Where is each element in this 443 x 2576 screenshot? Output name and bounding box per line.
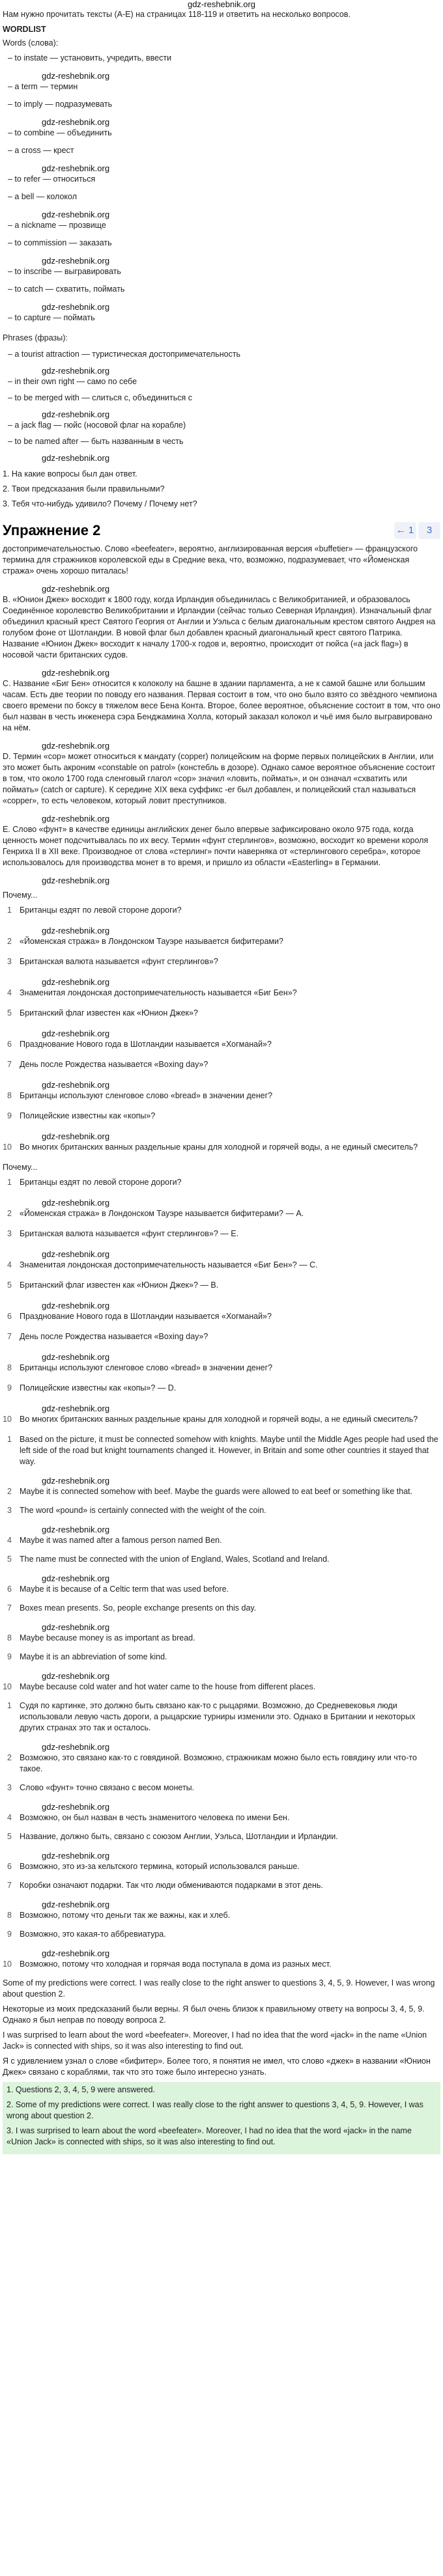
list-item: – to commission — заказать xyxy=(8,238,112,247)
item-number: 9 xyxy=(7,1652,12,1661)
watermark: gdz-reshebnik.org xyxy=(42,876,110,885)
watermark: gdz-reshebnik.org xyxy=(42,1900,110,1909)
watermark: gdz-reshebnik.org xyxy=(42,366,110,376)
text-paragraph: B. «Юнион Джек» восходит к 1800 году, когда Ирландия объединилась с Великобританией, и образовалось Соединённое королевство Великобритании и Ирландии (сейчас только Северная Ирландия). Изначальный флаг объединил красный крест Святого Георгия от Англии и Уэльса с белым диагональным крестом святого Андрея на голубом фоне от Шотландии. В новой флаг был добавлен красный диагональный крест святого Патрика. Название «Юнион Джек» восходит к началу 1700-х годов и, вероятно, происходит от гюйса («a jack flag») в носовой части британских судов. xyxy=(3,595,436,659)
text-paragraph: C. Название «Биг Бен» относится к колоколу на башне в здании парламента, а не к самой башне или большим часам. Есть две теории по поводу его названия. Первая состоит в том, что оно было взято со звёздного чемпиона своего времени по боксу в тяжелом весе Бена Конта. Второе, более вероятное, объяснение состоит в том, что оно был назван в честь инженера сэра Бенджамина Холла, который заказал колокол и чьё имя было выгравировано на нём. xyxy=(3,679,440,732)
watermark: gdz-reshebnik.org xyxy=(42,977,110,987)
question-intro xyxy=(3,469,440,510)
watermark: gdz-reshebnik.org xyxy=(42,1622,110,1632)
top-watermark: gdz-reshebnik.org xyxy=(187,0,256,9)
item-text: Возможно, это связано как-то с говядиной. Возможно, стражникам можно было есть говядину или что-то такое. xyxy=(20,1753,417,1773)
item-number: 10 xyxy=(3,1960,12,1969)
item-text: Maybe because cold water and hot water came to the house from different places. xyxy=(20,1682,316,1691)
item-number: 10 xyxy=(3,1415,12,1424)
watermark: gdz-reshebnik.org xyxy=(42,1476,110,1486)
item-number: 9 xyxy=(7,1930,12,1939)
list-item xyxy=(3,1812,440,1823)
watermark: gdz-reshebnik.org xyxy=(42,741,110,751)
list-item: – to refer — относиться xyxy=(8,174,96,184)
list-item: – to be named after — быть названным в честь xyxy=(8,437,184,446)
item-number: 3 xyxy=(7,1506,12,1515)
conclusion-text: Некоторые из моих предсказаний были верны. Я был очень близок к правильному ответу на вопросы 3, 4, 5, 9. Однако я был неправ по поводу вопроса 2. xyxy=(3,2004,425,2025)
list-item xyxy=(3,1752,440,1775)
list-item xyxy=(3,1311,440,1322)
item-number: 4 xyxy=(7,1813,12,1822)
conclusion-text: Some of my predictions were correct. I was really close to the right answer to questions 3, 4, 5, 9. However, I was wrong about question 2. xyxy=(3,1978,435,1999)
item-number: 5 xyxy=(7,1555,12,1564)
texts xyxy=(3,544,440,886)
item-text: Maybe it was named after a famous person named Ben. xyxy=(20,1536,222,1545)
section-header xyxy=(3,521,440,540)
list-item: 3. Тебя что-нибудь удивило? Почему / Почему нет? xyxy=(3,499,197,508)
item-text: Возможно, это из-за кельтского термина, который использовался раньше. xyxy=(20,1862,300,1871)
item-number: 3 xyxy=(7,1229,12,1238)
list-item xyxy=(3,1505,440,1516)
item-number: 3 xyxy=(7,1783,12,1792)
item-number: 6 xyxy=(7,1585,12,1594)
item-number: 5 xyxy=(7,1832,12,1841)
item-text: Британский флаг известен как «Юнион Джек»? — B. xyxy=(20,1281,219,1290)
list-item xyxy=(3,905,440,916)
why-label: Почему... xyxy=(3,891,38,900)
list-item xyxy=(3,1383,440,1394)
list-item xyxy=(3,1177,440,1188)
list-item xyxy=(3,1700,440,1734)
item-number: 6 xyxy=(7,1862,12,1871)
intro-text: Нам нужно прочитать тексты (A-E) на страницах 118-119 и ответить на несколько вопросов. xyxy=(3,10,350,19)
list-item xyxy=(3,1633,440,1644)
item-text: Празднование Нового года в Шотландии называется «Хогманай»? xyxy=(20,1312,272,1321)
item-number: 9 xyxy=(7,1383,12,1392)
list-item xyxy=(3,988,440,999)
item-text: Знаменитая лондонская достопримечательность называется «Биг Бен»? — C. xyxy=(20,1260,318,1269)
list-item xyxy=(3,1831,440,1842)
list-item xyxy=(3,1652,440,1663)
list-item xyxy=(3,1280,440,1291)
list-item xyxy=(3,1414,440,1425)
why-label-2: Почему... xyxy=(3,1163,38,1172)
item-number: 9 xyxy=(7,1111,12,1120)
list-item: – to instate — установить, учредить, ввести xyxy=(8,53,172,62)
text-paragraph: E. Слово «фунт» в качестве единицы английских денег было впервые зафиксировано около 975 года, когда ценность монет подсчитывалась по их весу. Термин «фунт стерлингов», возможно, восходит ко времени короля Генриха II в XII веке. Производное от слова «стерлинг» почти наверняка от «стерлингового серебра», которое использовалось для производства монет в то время, и пришло из области «Easterling» в Германии. xyxy=(3,825,429,867)
item-number: 7 xyxy=(7,1060,12,1069)
watermark: gdz-reshebnik.org xyxy=(42,302,110,312)
item-text: «Йоменская стража» в Лондонском Тауэре называется бифитерами? xyxy=(20,937,283,946)
questions-b xyxy=(3,1177,440,1425)
list-item xyxy=(3,1331,440,1342)
item-number: 8 xyxy=(7,1633,12,1642)
answer-line: 3. I was surprised to learn about the word «beefeater». Moreover, I had no idea that the word «jack» in the name «Union Jack» is connected with ships, so it was also interesting to find out. xyxy=(7,2126,412,2146)
list-item xyxy=(3,1880,440,1891)
list-item: 1. На какие вопросы был дан ответ. xyxy=(3,469,137,478)
guesses-ru xyxy=(3,1700,440,1970)
conclusion-text: Я с удивлением узнал о слове «бифитер». Более того, я понятия не имел, что слово «джек» в названии «Юнион Джек» связано с кораблями, так что это тоже было интересно узнать. xyxy=(3,2057,431,2077)
watermark: gdz-reshebnik.org xyxy=(42,117,110,127)
item-number: 3 xyxy=(7,957,12,966)
item-text: Слово «фунт» точно связано с весом монеты. xyxy=(20,1783,195,1792)
item-text: Празднование Нового года в Шотландии называется «Хогманай»? xyxy=(20,1040,272,1049)
answers-box xyxy=(3,2082,440,2154)
watermark: gdz-reshebnik.org xyxy=(42,1404,110,1413)
list-item: 2. Твои предсказания были правильными? xyxy=(3,484,165,493)
questions-a xyxy=(3,905,440,1153)
watermark: gdz-reshebnik.org xyxy=(42,409,110,419)
item-text: День после Рождества называется «Boxing day»? xyxy=(20,1060,208,1069)
watermark: gdz-reshebnik.org xyxy=(42,1198,110,1208)
phrases-list xyxy=(3,349,440,464)
watermark: gdz-reshebnik.org xyxy=(42,1851,110,1861)
list-item xyxy=(3,1584,440,1595)
watermark: gdz-reshebnik.org xyxy=(42,1573,110,1583)
item-text: Судя по картинке, это должно быть связано как-то с рыцарями. Возможно, до Средневековья люди использовали левую часть дороги, а рыцарские турниры изменили это. Однако в Британии и некоторых других странах это так и осталось. xyxy=(20,1701,416,1732)
item-text: Британская валюта называется «фунт стерлингов»? — E. xyxy=(20,1229,239,1238)
list-item xyxy=(3,1059,440,1070)
item-text: Британцы ездят по левой стороне дороги? xyxy=(20,906,182,915)
list-item: – a bell — колокол xyxy=(8,192,78,201)
item-number: 5 xyxy=(7,1008,12,1018)
item-text: Британцы используют сленговое слово «bread» в значении денег? xyxy=(20,1363,273,1372)
list-item: – to inscribe — выгравировать xyxy=(8,267,121,276)
watermark: gdz-reshebnik.org xyxy=(42,1671,110,1681)
list-item xyxy=(3,956,440,967)
list-item xyxy=(3,1008,440,1019)
watermark: gdz-reshebnik.org xyxy=(42,668,110,678)
watermark: gdz-reshebnik.org xyxy=(42,453,110,463)
item-number: 1 xyxy=(7,1435,12,1444)
conclusion xyxy=(3,1978,440,2078)
item-number: 2 xyxy=(7,1209,12,1218)
list-item: – to imply — подразумевать xyxy=(8,100,113,109)
watermark: gdz-reshebnik.org xyxy=(42,210,110,219)
list-item: – a cross — крест xyxy=(8,146,74,155)
watermark: gdz-reshebnik.org xyxy=(42,814,110,824)
item-text: Maybe it is connected somehow with beef. Maybe the guards were allowed to eat beef or something like that. xyxy=(20,1487,413,1496)
list-item xyxy=(3,1861,440,1872)
item-text: Во многих британских ванных раздельные краны для холодной и горячей воды, а не единый смеситель? xyxy=(20,1143,418,1152)
item-number: 7 xyxy=(7,1603,12,1613)
watermark: gdz-reshebnik.org xyxy=(42,926,110,935)
item-number: 4 xyxy=(7,1260,12,1269)
wordlist-title: WORDLIST xyxy=(3,25,46,34)
list-item xyxy=(3,1228,440,1240)
prev-exercise-button[interactable]: ← 1 xyxy=(394,522,416,539)
answer-line: 2. Some of my predictions were correct. I was really close to the right answer to questions 3, 4, 5, 9. However, I was wrong about question 2. xyxy=(7,2100,423,2120)
item-number: 7 xyxy=(7,1881,12,1890)
item-number: 1 xyxy=(7,906,12,915)
item-text: Полицейские известны как «копы»? xyxy=(20,1111,156,1120)
item-number: 2 xyxy=(7,1487,12,1496)
list-item xyxy=(3,1090,440,1101)
item-number: 10 xyxy=(3,1143,12,1152)
list-item: – in their own right — само по себе xyxy=(8,377,137,386)
list-item xyxy=(3,1554,440,1565)
watermark: gdz-reshebnik.org xyxy=(42,1742,110,1752)
item-text: Возможно, он был назван в честь знаменитого человека по имени Бен. xyxy=(20,1813,290,1822)
words-list xyxy=(3,53,440,324)
item-number: 2 xyxy=(7,1753,12,1762)
list-item: – a term — термин xyxy=(8,82,78,91)
list-item xyxy=(3,1039,440,1050)
item-text: «Йоменская стража» в Лондонском Тауэре называется бифитерами? — A. xyxy=(20,1209,304,1218)
watermark: gdz-reshebnik.org xyxy=(42,256,110,266)
item-text: Знаменитая лондонская достопримечательность называется «Биг Бен»? xyxy=(20,988,297,997)
list-item: – a tourist attraction — туристическая достопримечательность xyxy=(8,350,241,359)
item-text: The name must be connected with the union of England, Wales, Scotland and Ireland. xyxy=(20,1555,330,1564)
list-item: – a jack flag — гюйс (носовой флаг на корабле) xyxy=(8,421,186,430)
list-item xyxy=(3,1959,440,1970)
item-number: 6 xyxy=(7,1312,12,1321)
item-text: Британский флаг известен как «Юнион Джек»? xyxy=(20,1008,198,1018)
item-number: 4 xyxy=(7,1536,12,1545)
item-number: 5 xyxy=(7,1281,12,1290)
item-text: Во многих британских ванных раздельные краны для холодной и горячей воды, а не единый смеситель? xyxy=(20,1415,418,1424)
list-item xyxy=(3,1142,440,1153)
item-text: Возможно, потому что деньги так же важны, как и хлеб. xyxy=(20,1911,231,1920)
watermark: gdz-reshebnik.org xyxy=(42,1131,110,1141)
watermark: gdz-reshebnik.org xyxy=(42,1249,110,1259)
watermark: gdz-reshebnik.org xyxy=(42,1802,110,1812)
watermark: gdz-reshebnik.org xyxy=(42,584,110,594)
item-text: Британская валюта называется «фунт стерлингов»? xyxy=(20,957,218,966)
text-paragraph: достопримечательностью. Слово «beefeater», вероятно, англизированная версия «buffetier» — французского термина для стражников королевской еды в Средние века, что, возможно, подразумевает, что «Йоменская стража» очень хорошо питалась! xyxy=(3,544,418,575)
item-text: Возможно, это какая-то аббревиатура. xyxy=(20,1930,166,1939)
list-item xyxy=(3,1434,440,1467)
watermark: gdz-reshebnik.org xyxy=(42,71,110,81)
list-item: – to catch — схватить, поймать xyxy=(8,284,125,294)
watermark: gdz-reshebnik.org xyxy=(42,163,110,173)
list-item: – a nickname — прозвище xyxy=(8,221,106,230)
list-item xyxy=(3,936,440,947)
section-title: Упражнение 2 xyxy=(3,522,101,538)
watermark: gdz-reshebnik.org xyxy=(42,1948,110,1958)
item-text: Название, должно быть, связано с союзом Англии, Уэльса, Шотландии и Ирландии. xyxy=(20,1832,338,1841)
guesses-en xyxy=(3,1434,440,1693)
list-item xyxy=(3,1363,440,1374)
watermark: gdz-reshebnik.org xyxy=(42,1080,110,1090)
item-number: 1 xyxy=(7,1701,12,1710)
watermark: gdz-reshebnik.org xyxy=(42,1352,110,1362)
item-text: Возможно, потому что холодная и горячая вода поступала в дома из разных мест. xyxy=(20,1960,332,1969)
list-item xyxy=(3,1208,440,1219)
list-item xyxy=(3,1111,440,1122)
item-number: 2 xyxy=(7,937,12,946)
item-text: День после Рождества называется «Boxing day»? xyxy=(20,1332,208,1341)
list-item: – to be merged with — слиться с, объединиться с xyxy=(8,393,193,402)
item-text: Maybe it is because of a Celtic term that was used before. xyxy=(20,1585,229,1594)
watermark: gdz-reshebnik.org xyxy=(42,1029,110,1038)
text-paragraph: D. Термин «сор» может относиться к мандату (copper) полицейским на форме первых полицейских в Англии, или это может быть акроним «constable on patrol» (констебль в дозоре). Однако самое вероятное объяснение состоит в том, что около 1700 года сленговый глагол «сор» значил «ловить, поймать», и он означал «схватить или поймать» (catch or capture). К середине XIX века суффикс -er был добавлен, и полицейский стал называться «copper», то есть человеком, который ловит преступников. xyxy=(3,752,436,805)
item-text: Maybe it is an abbreviation of some kind. xyxy=(20,1652,167,1661)
conclusion-text: I was surprised to learn about the word «beefeater». Moreover, I had no idea that the word «jack» in the name «Union Jack» is connected with ships, so it was also interesting to find out. xyxy=(3,2030,427,2051)
list-item: – to capture — поймать xyxy=(8,313,95,322)
list-item xyxy=(3,1603,440,1614)
list-item: – to combine — объединить xyxy=(8,128,112,137)
list-item xyxy=(3,1682,440,1693)
list-item xyxy=(3,1910,440,1921)
list-item xyxy=(3,1929,440,1940)
list-item xyxy=(3,1486,440,1497)
list-item xyxy=(3,1782,440,1794)
item-number: 10 xyxy=(3,1682,12,1691)
item-text: Boxes mean presents. So, people exchange presents on this day. xyxy=(20,1603,257,1613)
item-text: Британцы используют сленговое слово «bread» в значении денег? xyxy=(20,1091,273,1100)
item-number: 1 xyxy=(7,1178,12,1187)
phrases-label: Phrases (фразы): xyxy=(3,333,68,342)
item-text: Maybe because money is as important as bread. xyxy=(20,1633,195,1642)
words-label: Words (слова): xyxy=(3,38,59,48)
answer-line: 1. Questions 2, 3, 4, 5, 9 were answered. xyxy=(7,2085,155,2094)
item-number: 8 xyxy=(7,1363,12,1372)
next-exercise-button[interactable]: 3 xyxy=(418,522,440,539)
item-number: 8 xyxy=(7,1911,12,1920)
watermark: gdz-reshebnik.org xyxy=(42,1525,110,1534)
list-item xyxy=(3,1535,440,1546)
watermark: gdz-reshebnik.org xyxy=(42,1301,110,1310)
item-number: 4 xyxy=(7,988,12,997)
item-text: Британцы ездят по левой стороне дороги? xyxy=(20,1178,182,1187)
list-item xyxy=(3,1260,440,1271)
item-text: Коробки означают подарки. Так что люди обмениваются подарками в этот день. xyxy=(20,1881,323,1890)
item-text: The word «pound» is certainly connected with the weight of the coin. xyxy=(20,1506,266,1515)
item-text: Полицейские известны как «копы»? — D. xyxy=(20,1383,177,1392)
item-number: 7 xyxy=(7,1332,12,1341)
item-number: 8 xyxy=(7,1091,12,1100)
item-number: 6 xyxy=(7,1040,12,1049)
item-text: Based on the picture, it must be connected somehow with knights. Maybe until the Middle Ages people had used the left side of the road but knight tournaments changed it. However, in Britain and some other countries it stayed that way. xyxy=(20,1435,438,1466)
